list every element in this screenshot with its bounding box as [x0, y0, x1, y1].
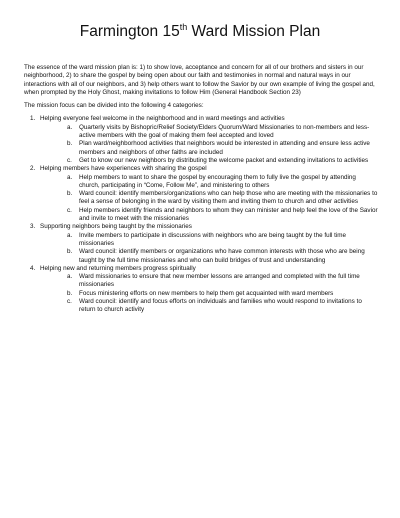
sub-item-list [40, 273, 378, 314]
sub-item-letter: c. [67, 156, 72, 164]
sub-item-list [40, 174, 378, 224]
sub-item [40, 174, 378, 191]
sub-item-text: Ward missionaries to ensure that new member lessons are arranged and completed with the full time missionaries [79, 273, 360, 289]
sub-item-letter: c. [67, 206, 72, 214]
sub-item-letter: b. [67, 289, 73, 297]
page-title [22, 22, 378, 41]
title-text: Farmington 15 [79, 23, 180, 40]
sub-item-text: Ward council: identify and focus efforts on individuals and families who would respond to invitations to return to church activity [79, 298, 362, 314]
sub-item-list [40, 124, 378, 165]
category-list [22, 115, 378, 314]
sub-item [40, 124, 378, 141]
sub-item [40, 248, 378, 265]
sub-item [40, 190, 378, 207]
sub-item-text: Ward council: identify members or organizations who have common interests with those who are being taught by the full time missionaries and who can build bridges of trust and understanding [79, 248, 365, 264]
sub-item [40, 232, 378, 249]
sub-item-letter: b. [67, 190, 73, 198]
sub-item-text: Help members to want to share the gospel by encouraging them to fully live the gospel by attending church, participating in “Come, Follow Me”, and ministering to others [79, 173, 356, 189]
category-number: 4. [30, 264, 36, 272]
sub-item-text: Help members identify friends and neighbors to whom they can minister and help feel the love of the Savior and invite to meet with the missionaries [79, 206, 378, 223]
sub-item-letter: a. [67, 231, 73, 239]
sub-item-text: Get to know our new neighbors by distributing the welcome packet and extending invitations to activities [79, 156, 369, 164]
sub-item-text: Focus ministering efforts on new members to help them get acquainted with ward members [79, 289, 334, 297]
sub-item-letter: b. [67, 248, 73, 256]
title-superscript: th [179, 22, 188, 32]
sub-item-text: Quarterly visits by Bishopric/Relief Society/Elders Quorum/Ward Missionaries to non-members and less-active members with the goal of making them feel accepted and loved [79, 123, 370, 140]
sub-item [40, 298, 378, 315]
sub-item-text: Ward council: identify members/organizations who can help those who are meeting with the missionaries to feel a sense of belonging in the ward by visiting them and inviting them to church and other activities [79, 190, 378, 206]
sub-item-letter: b. [67, 140, 73, 148]
intro-paragraph: The essence of the ward mission plan is: 1) to show love, acceptance and concern for all of our brothers and sisters in our neighborhood, 2) to share the gospel by being open about our faith and testimonies in normal and natural ways in our interactions with all of our neighbors, and 3) help others want to follow the Savior by our own example of living the gospel and, when prompted by the Holy Ghost, making invitations to follow Him (General Handbook Section 23) [24, 64, 375, 96]
category-number: 1. [30, 115, 36, 123]
title-text-rest: Ward Mission Plan [187, 23, 321, 40]
focus-intro: The mission focus can be divided into the following 4 categories: [24, 102, 204, 110]
sub-item-text: Invite members to participate in discussions with neighbors who are being taught by the full time missionaries [79, 231, 347, 247]
sub-item [40, 290, 378, 298]
category-item [22, 265, 378, 315]
sub-item [40, 157, 378, 165]
sub-item-letter: a. [67, 273, 73, 281]
sub-item-letter: c. [67, 298, 72, 306]
category-item [22, 223, 378, 264]
sub-item-list [40, 232, 378, 265]
sub-item-letter: a. [67, 173, 73, 181]
category-number: 3. [30, 223, 36, 231]
category-label: Helping everyone feel welcome in the neighborhood and in ward meetings and activities [40, 115, 285, 123]
category-item [22, 165, 378, 223]
sub-item [40, 207, 378, 224]
category-label: Helping members have experiences with sharing the gospel [40, 165, 207, 173]
category-label: Supporting neighbors being taught by the missionaries [40, 223, 192, 231]
sub-item-text: Plan ward/neighborhood activities that neighbors would be interested in attending and ensure less active members and neighbors of other faiths are included [79, 140, 370, 156]
sub-item [40, 273, 378, 290]
sub-item [40, 140, 378, 157]
category-label: Helping new and returning members progress spiritually [40, 264, 196, 272]
sub-item-letter: a. [67, 123, 73, 131]
category-item [22, 115, 378, 165]
category-number: 2. [30, 165, 36, 173]
